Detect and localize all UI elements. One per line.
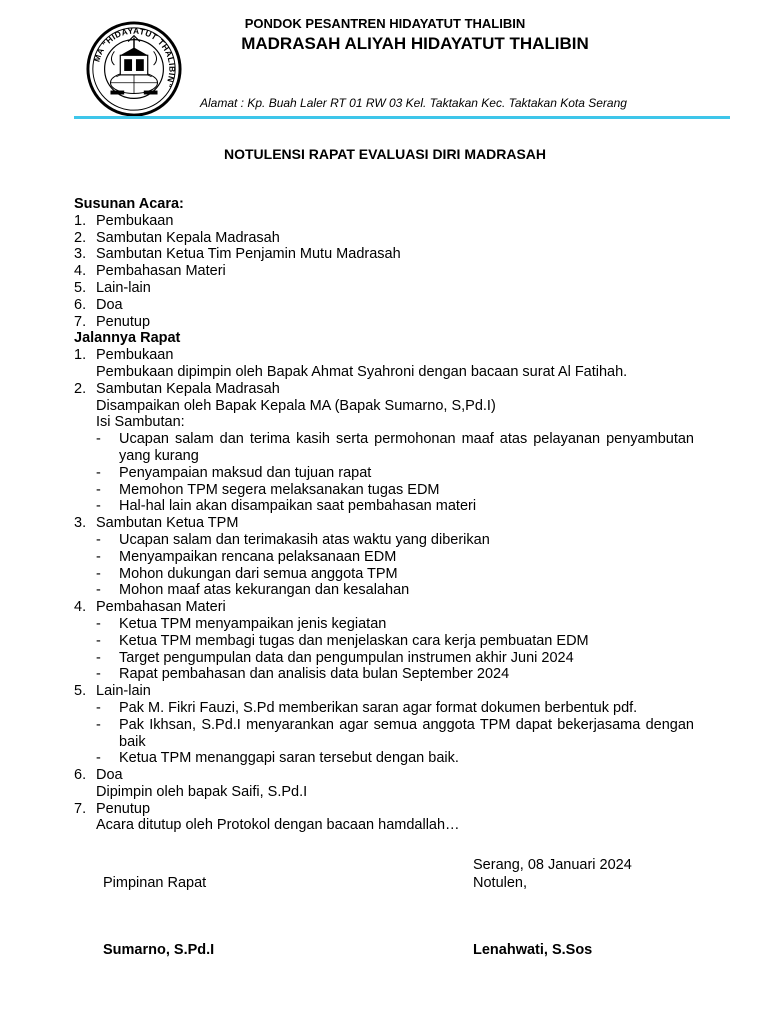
proceedings-section-text: Acara ditutup oleh Protokol dengan bacaan hamdallah… [96, 817, 460, 834]
item-number: 2. [74, 229, 87, 246]
agenda-heading: Susunan Acara: [74, 196, 184, 212]
item-text: Doa [96, 296, 123, 313]
item-text: Pembahasan Materi [96, 263, 226, 280]
bullet-dash: - [96, 498, 101, 515]
bullet-item [74, 616, 694, 633]
item-number: 5. [74, 279, 87, 296]
agenda-item [74, 314, 694, 331]
bullet-text: Ucapan salam dan terimakasih atas waktu yang diberikan [119, 531, 490, 548]
bullet-dash: - [96, 666, 101, 683]
bullet-dash: - [96, 750, 101, 767]
proceedings-section-title [74, 683, 694, 700]
bullet-item [74, 750, 694, 767]
agenda-item [74, 230, 694, 247]
bullet-text: Menyampaikan rencana pelaksanaan EDM [119, 548, 397, 565]
item-number: 7. [74, 800, 87, 817]
bullet-dash: - [96, 531, 101, 548]
school-name: MADRASAH ALIYAH HIDAYATUT THALIBIN [241, 34, 589, 53]
bullet-text: Rapat pembahasan dan analisis data bulan September 2024 [119, 666, 510, 683]
item-text: Penutup [96, 800, 151, 817]
bullet-item [74, 700, 694, 717]
bullet-dash: - [96, 464, 101, 481]
header-rule [74, 116, 730, 119]
proceedings-section-text: Isi Sambutan: [96, 414, 185, 431]
proceedings-section-text: Dipimpin oleh bapak Saifi, S.Pd.I [96, 783, 308, 800]
item-number: 1. [74, 347, 87, 364]
bullet-dash: - [96, 649, 101, 666]
bullet-dash: - [96, 615, 101, 632]
school-address: Alamat : Kp. Buah Laler RT 01 RW 03 Kel. Taktakan Kec. Taktakan Kota Serang [200, 96, 627, 110]
bullet-text: Pak Ikhsan, S.Pd.I menyarankan agar semua anggota TPM dapat bekerjasama dengan baik [119, 716, 694, 750]
proceedings-section-text: Pembukaan dipimpin oleh Bapak Ahmat Syahroni dengan bacaan surat Al Fatihah. [96, 363, 628, 380]
agenda-item [74, 297, 694, 314]
bullet-item [74, 650, 694, 667]
item-number: 3. [74, 515, 87, 532]
item-text: Pembahasan Materi [96, 599, 226, 616]
bullet-item [74, 582, 694, 599]
item-number: 7. [74, 313, 87, 330]
proceedings-section-title [74, 347, 694, 364]
proceedings-section-text: Disampaikan oleh Bapak Kepala MA (Bapak Sumarno, S,Pd.I) [96, 397, 496, 414]
agenda-item [74, 213, 694, 230]
bullet-text: Pak M. Fikri Fauzi, S.Pd memberikan saran agar format dokumen berbentuk pdf. [119, 699, 638, 716]
bullet-text: Penyampaian maksud dan tujuan rapat [119, 464, 372, 481]
bullet-text: Ketua TPM membagi tugas dan menjelaskan cara kerja pembuatan EDM [119, 632, 589, 649]
item-text: Lain-lain [96, 683, 151, 700]
proceedings-section-title [74, 515, 694, 532]
item-number: 2. [74, 380, 87, 397]
item-number: 6. [74, 767, 87, 784]
item-text: Sambutan Kepala Madrasah [96, 380, 280, 397]
bullet-dash: - [96, 582, 101, 599]
proceedings-section-title [74, 381, 694, 398]
bullet-dash: - [96, 548, 101, 565]
item-text: Penutup [96, 313, 151, 330]
item-number: 4. [74, 599, 87, 616]
proceedings-section-title [74, 801, 694, 818]
left-signer-name: Sumarno, S.Pd.I [103, 942, 215, 958]
bullet-text: Mohon maaf atas kekurangan dan kesalahan [119, 582, 410, 599]
bullet-item [74, 431, 694, 465]
bullet-item [74, 482, 694, 499]
item-text: Pembukaan [96, 212, 174, 229]
item-number: 4. [74, 263, 87, 280]
item-text: Sambutan Ketua Tim Penjamin Mutu Madrasah [96, 246, 401, 263]
bullet-dash: - [96, 565, 101, 582]
minutes-body [74, 196, 694, 834]
proceedings-section-title [74, 767, 694, 784]
bullet-item [74, 465, 694, 482]
item-number: 6. [74, 296, 87, 313]
institution-name: PONDOK PESANTREN HIDAYATUT THALIBIN [244, 16, 526, 31]
bullet-item [74, 566, 694, 583]
bullet-dash: - [96, 481, 101, 498]
bullet-dash: - [96, 716, 101, 733]
bullet-item [74, 666, 694, 683]
bullet-item [74, 633, 694, 650]
bullet-text: Ketua TPM menyampaikan jenis kegiatan [119, 615, 387, 632]
place-date: Serang, 08 Januari 2024 [473, 857, 632, 873]
bullet-dash: - [96, 431, 101, 448]
bullet-text: Mohon dukungan dari semua anggota TPM [119, 565, 398, 582]
logo-ring-text: MA "HIDAYATUT THALIBIN" [91, 25, 178, 90]
item-number: 3. [74, 246, 87, 263]
bullet-dash: - [96, 699, 101, 716]
bullet-dash: - [96, 632, 101, 649]
bullet-text: Ketua TPM menanggapi saran tersebut dengan baik. [119, 750, 459, 767]
item-text: Sambutan Kepala Madrasah [96, 229, 280, 246]
item-number: 5. [74, 683, 87, 700]
agenda-item [74, 280, 694, 297]
item-text: Doa [96, 767, 123, 784]
bullet-item [74, 532, 694, 549]
item-text: Sambutan Ketua TPM [96, 515, 239, 532]
agenda-item [74, 263, 694, 280]
school-logo-icon [85, 20, 183, 118]
right-signer-name: Lenahwati, S.Sos [473, 942, 593, 958]
right-signer-role: Notulen, [473, 875, 528, 891]
bullet-item [74, 549, 694, 566]
document-title: NOTULENSI RAPAT EVALUASI DIRI MADRASAH [224, 146, 546, 162]
proceedings-heading: Jalannya Rapat [74, 330, 181, 347]
bullet-text: Memohon TPM segera melaksanakan tugas EDM [119, 481, 440, 498]
bullet-item [74, 498, 694, 515]
agenda-item [74, 246, 694, 263]
bullet-item [74, 717, 694, 751]
left-signer-role: Pimpinan Rapat [103, 875, 207, 891]
proceedings-section-title [74, 599, 694, 616]
item-text: Lain-lain [96, 279, 151, 296]
item-number: 1. [74, 212, 87, 229]
item-text: Pembukaan [96, 347, 174, 364]
bullet-text: Target pengumpulan data dan pengumpulan instrumen akhir Juni 2024 [119, 649, 574, 666]
bullet-text: Hal-hal lain akan disampaikan saat pembahasan materi [119, 498, 477, 515]
bullet-text: Ucapan salam dan terima kasih serta permohonan maaf atas pelayanan penyambutan yang kurang [119, 431, 694, 464]
